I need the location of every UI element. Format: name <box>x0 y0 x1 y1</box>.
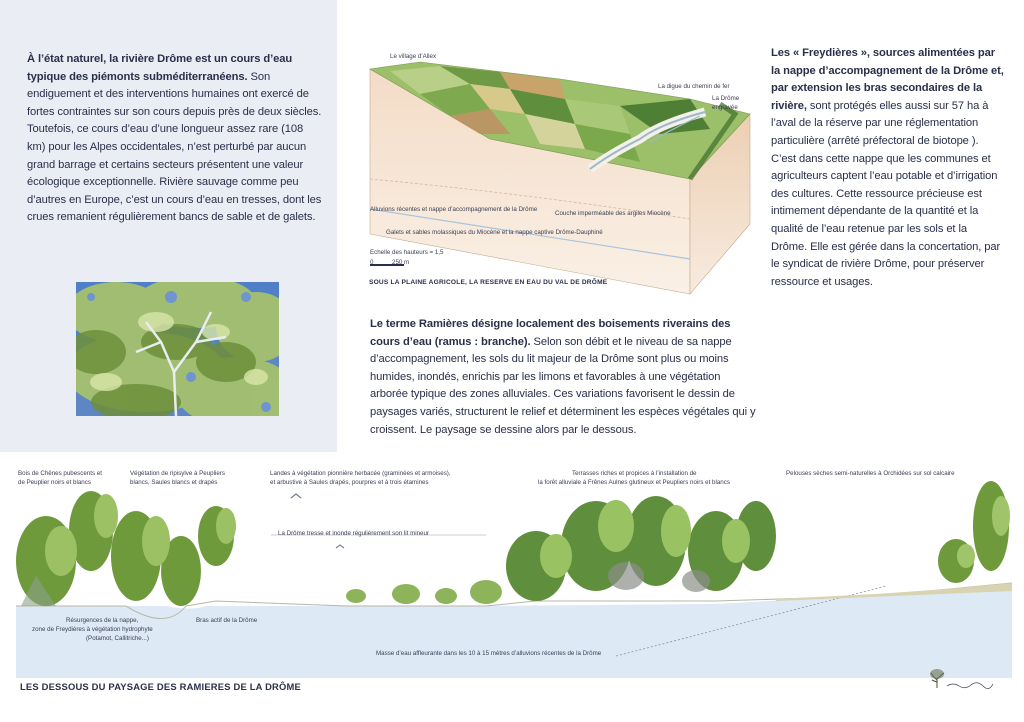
intro-paragraph <box>27 51 322 227</box>
intro-bold: À l’état naturel, la rivière Drôme est un cours d’eau typique des piémonts subméditerranéens. <box>27 53 293 83</box>
tree-canopy-photo <box>76 282 279 416</box>
profile-ann-tresses: La Drôme tresse et inonde régulièrement son lit mineur <box>278 530 429 537</box>
scale-title: Echelle des hauteurs = 1,5 <box>370 249 444 256</box>
profile-ann-resurgences-line1: Résurgences de la nappe, <box>66 617 139 624</box>
profile-ann-bras-actif: Bras actif de la Drôme <box>196 617 258 624</box>
profile-ann-pelouses: Pelouses sèches semi-naturelles à Orchidées sur sol calcaire <box>786 470 955 477</box>
ramieres-bold: Le terme Ramières désigne localement des boisements riverains des cours d’eau (ramus : branche). <box>370 318 731 348</box>
freydieres-text: sont protégés elles aussi sur 57 ha à l’aval de la réserve par une réglementation particulière (arrêté préfectoral de biotope ). C’est dans cette nappe que les communes et agriculteurs captent l’eau potable et d’irrigation des cultures. Cette ressource précieuse est intimement dépendante de la quantité et la qualité de l’eau retenue par les sols et la Drôme. Elle est gérée dans la concertation, par le syndicat de rivière Drôme, pour préserver ressource et usages. <box>771 99 1001 288</box>
label-drome-engravee: La Drôme engravée <box>712 95 740 111</box>
profile-ann-ripisylve-line2: blancs, Saules blancs et drapés <box>130 479 218 486</box>
freydieres-paragraph <box>771 45 1006 291</box>
profile-ann-resurgences-line2: zone de Freydières à végétation hydrophyte <box>32 626 153 633</box>
profile-ann-ripisylve-line1: Végétation de ripisylve à Peupliers <box>130 470 225 477</box>
profile-ann-resurgences-line3: (Potamot, Callitriche...) <box>86 635 149 642</box>
profile-ann-terrasses-line1: Terrasses riches et propices à l’installation de <box>572 470 697 477</box>
profile-ann-terrasses-line2: la forêt alluviale à Frênes Aulnes glutineux et Peupliers noirs et blancs <box>538 479 730 486</box>
intro-text: Son endiguement et des interventions humaines ont exercé de fortes contraintes sur son cours depuis près de deux siècles. Toutefois, ce cours d’eau d’une longueur assez rare (108 km) pour les Alpes occidentales, n’est perturbé par aucun grand barrage et certains secteurs présentent une valeur écologique exceptionnelle. Rivière sauvage comme peu d’autres en Europe, c’est un cours d’eau en tresses, dont les crues remanient régulièrement bancs de sable et de galets. <box>27 70 322 224</box>
block-diagram <box>360 44 760 300</box>
freydieres-bold: Les « Freydières », sources alimentées par la nappe d’accompagnement de la Drôme et, par extension les bras secondaires de la rivière, <box>771 47 1004 112</box>
block-diagram-caption: SOUS LA PLAINE AGRICOLE, LA RESERVE EN EAU DU VAL DE DRÔME <box>369 279 608 286</box>
profile-ann-landes-line2: et arbustive à Saules drapés, pourpres et à trois étamines <box>270 479 429 486</box>
profile-ann-oak-line2: de Peuplier noirs et blancs <box>18 479 91 486</box>
ramieres-text: Selon son débit et le niveau de sa nappe d’accompagnement, les sols du lit majeur de la Drôme sont plus ou moins humides, inondés, enrichis par les limons et favorables à une végétation arborée typique des zones alluviales. Ces variations favorisent le dessin de paysages variés, structurent le relief et déterminent les espèces végétales qui y croissent. Le paysage se dessine alors par le dessous. <box>370 335 756 436</box>
profile-ann-landes-line1: Landes à végétation pionnière herbacée (graminées et armoises), <box>270 470 451 477</box>
label-couche: Couche imperméable des argiles Miocène <box>555 210 671 217</box>
signature-logo <box>929 666 995 692</box>
profile-ann-masse-eau: Masse d’eau affleurante dans les 10 à 15 mètres d’alluvions récentes de la Drôme <box>376 650 602 657</box>
scale-end: 250 m <box>392 259 410 266</box>
label-digue: La digue du chemin de fer <box>658 83 730 90</box>
label-alluvions: Alluvions récentes et nappe d’accompagnement de la Drôme <box>370 206 538 213</box>
label-galets: Galets et sables molassiques du Miocène et la nappe captive Drôme-Dauphiné <box>386 229 603 236</box>
ramieres-paragraph <box>370 316 760 439</box>
landscape-profile <box>16 456 1012 678</box>
profile-caption: LES DESSOUS DU PAYSAGE DES RAMIERES DE LA DRÔME <box>20 681 301 692</box>
profile-ann-oak-line1: Bois de Chênes pubescents et <box>18 470 102 477</box>
label-village: Le village d’Allex <box>390 53 437 60</box>
scale-zero: 0 <box>370 259 374 266</box>
